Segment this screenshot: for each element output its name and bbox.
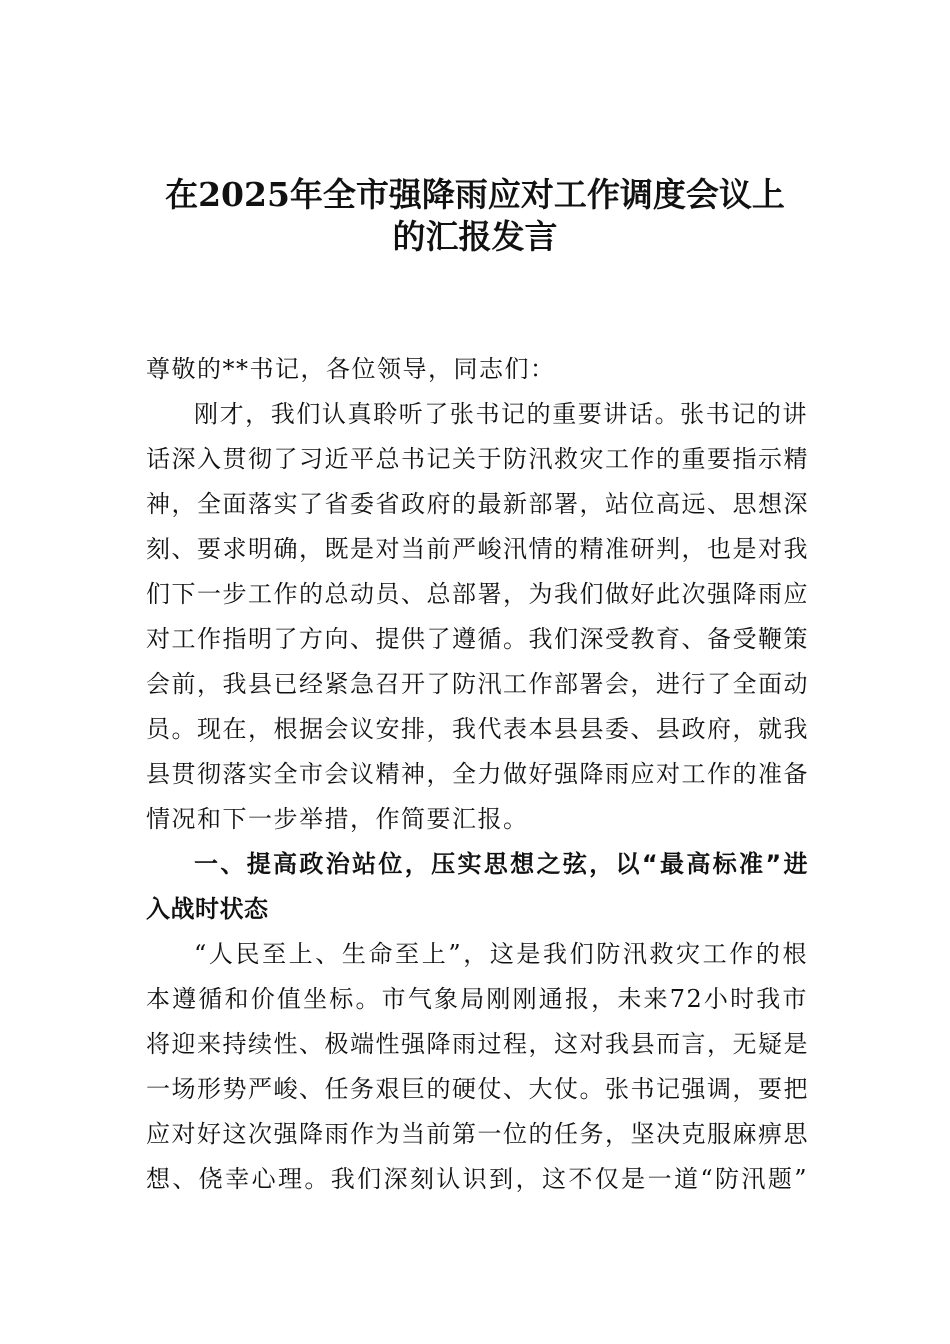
paragraph-line: 话深入贯彻了习近平总书记关于防汛救灾工作的重要指示精 — [146, 445, 809, 473]
section-heading-line: 一、提高政治站位，压实思想之弦，以“最高标准”进 — [194, 850, 808, 878]
paragraph-line: 刚才，我们认真聆听了张书记的重要讲话。张书记的讲 — [194, 400, 808, 428]
paragraph-line: 想、侥幸心理。我们深刻认识到，这不仅是一道“防汛题” — [146, 1165, 808, 1193]
paragraph-line: 们下一步工作的总动员、总部署，为我们做好此次强降雨应 — [146, 580, 809, 608]
salutation: 尊敬的**书记，各位领导，同志们： — [146, 355, 556, 383]
paragraph-line: “人民至上、生命至上”，这是我们防汛救灾工作的根 — [194, 940, 808, 968]
document-title-line-1: 在2025年全市强降雨应对工作调度会议上 — [165, 175, 785, 214]
paragraph-line: 县贯彻落实全市会议精神，全力做好强降雨应对工作的准备 — [146, 760, 809, 788]
paragraph-line: 情况和下一步举措，作简要汇报。 — [146, 805, 529, 833]
paragraph-line: 一场形势严峻、任务艰巨的硬仗、大仗。张书记强调，要把 — [146, 1075, 809, 1103]
section-heading-line: 入战时状态 — [146, 895, 269, 923]
paragraph-line: 刻、要求明确，既是对当前严峻汛情的精准研判，也是对我 — [146, 535, 809, 563]
paragraph-line: 员。现在，根据会议安排，我代表本县县委、县政府，就我 — [146, 715, 809, 743]
paragraph-line: 对工作指明了方向、提供了遵循。我们深受教育、备受鞭策 — [146, 625, 809, 653]
document-title-line-2: 的汇报发言 — [392, 217, 558, 256]
paragraph-line: 会前，我县已经紧急召开了防汛工作部署会，进行了全面动 — [146, 670, 809, 698]
paragraph-line: 本遵循和价值坐标。市气象局刚刚通报，未来72小时我市 — [146, 985, 808, 1013]
paragraph-line: 神，全面落实了省委省政府的最新部署，站位高远、思想深 — [146, 490, 809, 518]
paragraph-line: 应对好这次强降雨作为当前第一位的任务，坚决克服麻痹思 — [146, 1120, 809, 1148]
paragraph-line: 将迎来持续性、极端性强降雨过程，这对我县而言，无疑是 — [146, 1030, 809, 1058]
